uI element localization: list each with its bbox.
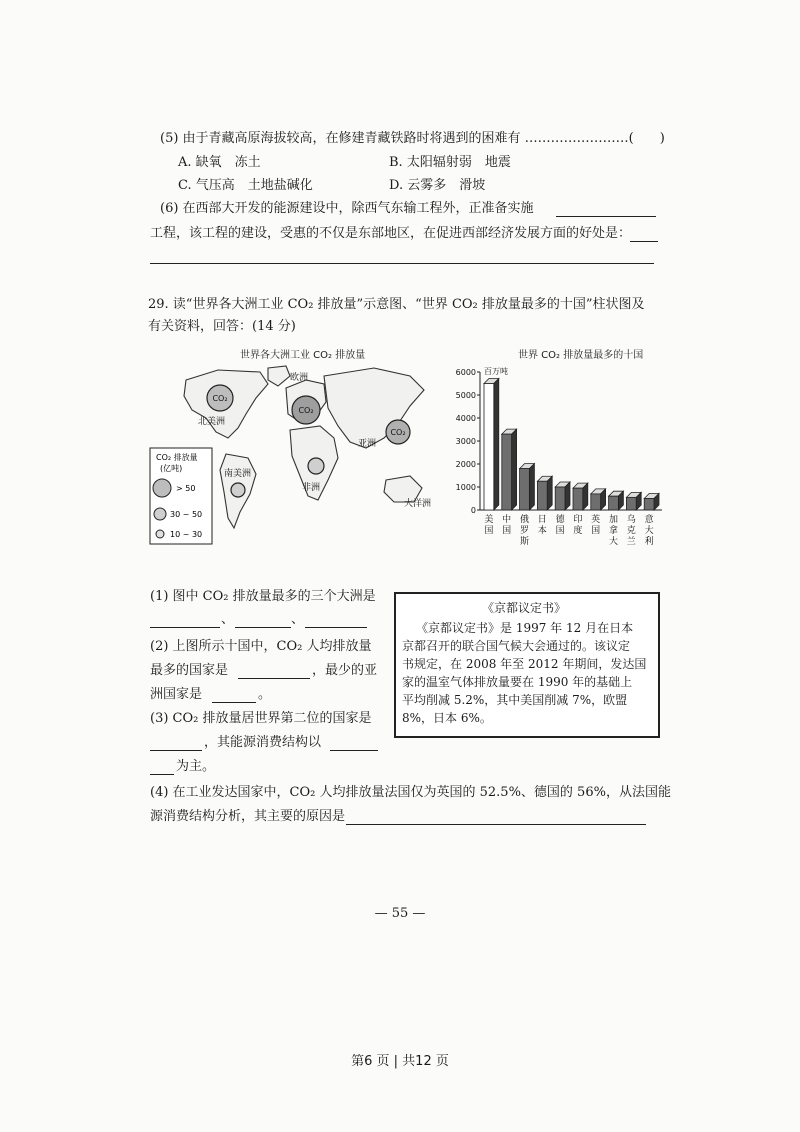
category-label: 国 xyxy=(484,526,494,536)
bar-side xyxy=(529,464,534,510)
q6-answer-blank-3[interactable] xyxy=(150,262,654,264)
q3-answer-blank-2[interactable] xyxy=(330,749,378,751)
bar-side xyxy=(547,476,552,510)
bar-日本 xyxy=(537,481,547,510)
y-tick-label: 4000 xyxy=(455,414,476,423)
y-tick-label: 0 xyxy=(470,506,476,515)
y-tick-label: 1000 xyxy=(455,483,476,492)
category-label: 国 xyxy=(502,526,512,536)
category-label: 意 xyxy=(644,515,654,525)
kyoto-line-6: 8%，日本 6%。 xyxy=(402,711,492,725)
category-label: 本 xyxy=(537,526,547,536)
category-label: 日 xyxy=(537,515,547,525)
category-label: 印 xyxy=(573,515,583,525)
world-co2-map xyxy=(148,362,438,552)
q3-line3: 为主。 xyxy=(176,759,216,774)
q1-answer-blank-2[interactable] xyxy=(235,626,291,628)
label-africa: 非洲 xyxy=(302,483,321,493)
q5-stem: (5) 由于青藏高原海拔较高，在修建青藏铁路时将遇到的困难有 ……………………( ) xyxy=(160,131,665,146)
bar-side xyxy=(583,483,588,510)
category-label: 加 xyxy=(608,515,619,525)
label-oceania: 大洋洲 xyxy=(404,499,432,509)
label-north-america: 北美洲 xyxy=(198,417,226,427)
kyoto-line-4: 家的温室气体排放量要在 1990 年的基础上 xyxy=(402,675,633,689)
category-label: 斯 xyxy=(519,537,530,547)
north-america-bubble-label: CO₂ xyxy=(212,394,228,403)
q3-line2: ，其能源消费结构以 xyxy=(204,735,322,750)
kyoto-line-2: 京都召开的联合国气候大会通过的。该议定 xyxy=(402,639,631,653)
q4-line1: (4) 在工业发达国家中，CO₂ 人均排放量法国仅为英国的 52.5%、德国的 56%，从法国能 xyxy=(150,785,671,800)
legend-title-2: (亿吨) xyxy=(160,464,183,473)
kyoto-title: 《京都议定书》 xyxy=(482,601,567,615)
y-tick-label: 3000 xyxy=(455,437,476,446)
q2-line3: 洲国家是 xyxy=(150,687,203,702)
bar-美国 xyxy=(484,384,494,511)
q1-answer-blank-1[interactable] xyxy=(150,626,220,628)
kyoto-line-3: 书规定，在 2008 年至 2012 年期间，发达国 xyxy=(402,657,647,671)
q1-answer-blank-3[interactable] xyxy=(305,626,367,628)
legend-mid-label: 30 ~ 50 xyxy=(170,510,203,519)
category-label: 大 xyxy=(608,537,619,547)
label-asia: 亚洲 xyxy=(358,439,377,449)
q29-line2: 有关资料，回答：(14 分) xyxy=(148,319,296,334)
greenland-shape xyxy=(268,366,290,386)
q4-line2: 源消费结构分析，其主要的原因是 xyxy=(150,809,346,824)
q3-answer-blank-3[interactable] xyxy=(150,773,174,775)
category-label: 兰 xyxy=(626,537,636,547)
label-south-america: 南美洲 xyxy=(224,469,252,479)
q6-line2: 工程，该工程的建设，受惠的不仅是东部地区，在促进西部经济发展方面的好处是： xyxy=(150,226,632,241)
q1-text: (1) 图中 CO₂ 排放量最多的三个大洲是 xyxy=(150,589,376,604)
bar-俄罗斯 xyxy=(520,469,530,510)
y-tick-label: 6000 xyxy=(455,368,476,377)
bar-乌克兰 xyxy=(626,497,636,510)
legend-big-circle xyxy=(153,479,171,497)
category-label: 国 xyxy=(555,526,565,536)
q2-line2-tail: ，最少的亚 xyxy=(312,663,378,678)
y-tick-label: 2000 xyxy=(455,460,476,469)
q5-option-b: B. 太阳辐射弱 地震 xyxy=(389,155,511,170)
category-label: 德 xyxy=(555,515,565,525)
legend-small-label: 10 ~ 30 xyxy=(170,530,203,539)
category-label: 利 xyxy=(644,537,654,547)
map-legend xyxy=(150,448,212,544)
legend-big-label: > 50 xyxy=(176,484,196,493)
bar-印度 xyxy=(573,488,583,510)
q6-line1: (6) 在西部大开发的能源建设中，除西气东输工程外，正准备实施 xyxy=(160,201,534,216)
q5-option-a: A. 缺氧 冻土 xyxy=(178,155,261,170)
q1-separator-1: 、 xyxy=(221,612,235,627)
q5-option-d: D. 云雾多 滑坡 xyxy=(389,178,486,193)
legend-title-1: CO₂ 排放量 xyxy=(156,453,198,462)
label-europe: 欧洲 xyxy=(290,373,309,383)
y-unit-label: 百万吨 xyxy=(484,367,508,376)
q6-answer-blank-2[interactable] xyxy=(630,240,658,242)
category-label: 度 xyxy=(573,526,583,536)
q29-line1: 29. 读“世界各大洲工业 CO₂ 排放量”示意图、“世界 CO₂ 排放量最多的十国”柱状图及 xyxy=(148,297,645,312)
q6-answer-blank-1[interactable] xyxy=(556,215,656,217)
category-label: 拿 xyxy=(608,526,619,536)
chart-title: 世界 CO₂ 排放量最多的十国 xyxy=(518,350,644,361)
category-label: 俄 xyxy=(519,515,530,525)
bar-英国 xyxy=(591,494,601,510)
bar-德国 xyxy=(555,487,565,510)
q1-separator-2: 、 xyxy=(291,612,305,627)
category-label: 大 xyxy=(644,526,654,536)
bar-side xyxy=(565,482,570,510)
category-label: 国 xyxy=(591,526,601,536)
africa-co2-bubble xyxy=(308,458,324,474)
category-label: 克 xyxy=(626,526,636,536)
bar-side xyxy=(494,379,499,511)
bar-意大利 xyxy=(644,499,654,511)
q2-period: 。 xyxy=(258,687,272,702)
bar-中国 xyxy=(502,434,512,510)
kyoto-protocol-box xyxy=(394,592,660,738)
asia-bubble-label: CO₂ xyxy=(390,428,406,437)
q2-answer-blank-1[interactable] xyxy=(238,677,310,679)
q2-answer-blank-2[interactable] xyxy=(212,701,256,703)
bar-side xyxy=(512,429,517,510)
kyoto-line-1: 《京都议定书》是 1997 年 12 月在日本 xyxy=(416,621,634,635)
category-label: 中 xyxy=(502,515,512,525)
q3-line1: (3) CO₂ 排放量居世界第二位的国家是 xyxy=(150,711,372,726)
page-footer: 第6 页 | 共12 页 xyxy=(351,1054,449,1069)
q3-answer-blank-1[interactable] xyxy=(150,749,202,751)
category-label: 美 xyxy=(484,515,494,525)
q2-line2: 最多的国家是 xyxy=(150,663,229,678)
legend-mid-circle xyxy=(154,508,166,520)
q4-answer-blank[interactable] xyxy=(346,823,646,825)
map-title: 世界各大洲工业 CO₂ 排放量 xyxy=(240,350,366,361)
bar-加拿大 xyxy=(609,496,619,510)
legend-small-circle xyxy=(156,530,164,538)
category-label: 英 xyxy=(591,515,601,525)
q5-option-c: C. 气压高 土地盐碱化 xyxy=(178,178,313,193)
south-america-co2-bubble xyxy=(231,483,245,497)
category-label: 乌 xyxy=(626,515,636,525)
q2-line1: (2) 上图所示十国中，CO₂ 人均排放量 xyxy=(150,639,372,654)
top-ten-co2-bar-chart xyxy=(448,360,668,560)
page-number: — 55 — xyxy=(374,906,426,921)
kyoto-line-5: 平均削减 5.2%，其中美国削减 7%，欧盟 xyxy=(402,693,628,707)
category-label: 罗 xyxy=(519,526,530,536)
y-tick-label: 5000 xyxy=(455,391,476,400)
europe-bubble-label: CO₂ xyxy=(298,406,314,415)
